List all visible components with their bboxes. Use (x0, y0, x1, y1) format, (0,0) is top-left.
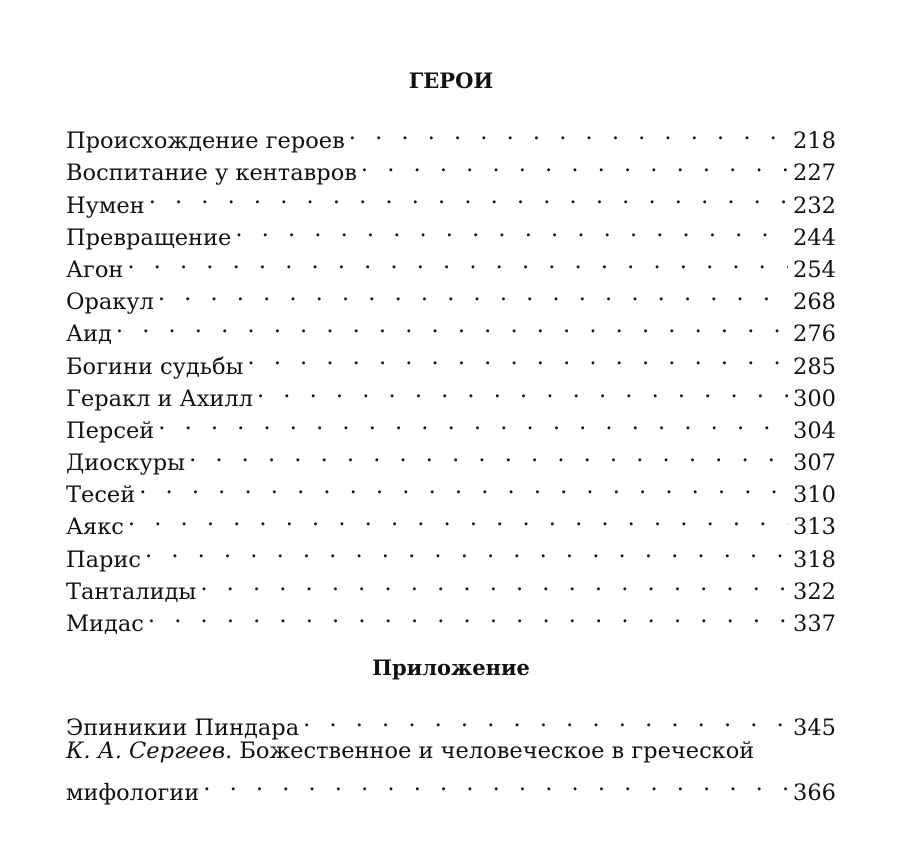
toc-entry-page: 244 (793, 224, 836, 251)
toc-entry-title: Танталиды (66, 578, 197, 605)
dot-leader (247, 341, 788, 373)
toc-entry-essay-line2[interactable] (66, 767, 836, 806)
toc-entry-page: 300 (793, 385, 836, 412)
dot-leader (128, 502, 788, 534)
toc-entry-page: 337 (793, 611, 836, 637)
toc-entry-essay-line1[interactable] (66, 735, 836, 767)
toc-entry-title: Персей (66, 417, 155, 444)
toc-entry[interactable] (66, 470, 836, 509)
toc-entry-title: Парис (66, 546, 142, 573)
dot-leader (158, 277, 788, 309)
dot-leader (145, 534, 788, 566)
toc-entry-title: Нумен (66, 192, 145, 219)
toc-entry-title: Геракл и Ахилл (66, 385, 253, 412)
toc-entry-page: 307 (793, 450, 836, 477)
toc-entry-page: 318 (793, 546, 836, 573)
toc-entry[interactable] (66, 502, 836, 541)
toc-entry-page: 345 (793, 715, 836, 742)
toc-entry-title: Оракул (66, 289, 154, 316)
toc-entry-page: 227 (793, 160, 836, 187)
dot-leader (361, 148, 788, 180)
toc-entry-page: 304 (793, 417, 836, 444)
toc-entry-title: Воспитание у кентавров (66, 160, 357, 187)
toc-entry-page: 276 (793, 321, 836, 348)
toc-entry[interactable] (66, 116, 836, 155)
dot-leader (139, 470, 788, 502)
toc-entry-page: 254 (793, 256, 836, 283)
section-heading-heroes: ГЕРОИ (408, 68, 494, 93)
toc-entry-title: Аид (66, 321, 112, 348)
toc-entry-page: 313 (793, 514, 836, 541)
dot-leader (257, 374, 788, 406)
dot-leader (189, 438, 788, 470)
essay-title-line1: . Божественное и человеческое в греческой (225, 738, 755, 765)
toc-entry[interactable] (66, 703, 836, 742)
toc-entry-page: 285 (793, 353, 836, 380)
toc-list-appendix (66, 703, 836, 806)
toc-entry-title: Агон (66, 256, 124, 283)
toc-entry[interactable] (66, 599, 836, 637)
dot-leader (158, 406, 788, 438)
toc-list-heroes (66, 116, 836, 637)
toc-entry[interactable] (66, 213, 836, 251)
toc-entry-page: 366 (793, 779, 836, 806)
toc-entry-title: Превращение (66, 224, 232, 251)
toc-entry-title: Богини судьбы (66, 353, 244, 380)
dot-leader (200, 567, 788, 599)
toc-entry-page: 232 (793, 192, 836, 219)
toc-entry[interactable] (66, 438, 836, 477)
dot-leader (349, 116, 788, 148)
toc-entry[interactable] (66, 277, 836, 316)
toc-entry[interactable] (66, 180, 836, 219)
toc-entry-title: Диоскуры (66, 450, 186, 477)
toc-entry[interactable] (66, 309, 836, 348)
toc-entry[interactable] (66, 534, 836, 573)
toc-entry-title: Происхождение героев (66, 128, 345, 155)
toc-entry-page: 310 (793, 482, 836, 509)
toc-entry-page: 322 (793, 578, 836, 605)
toc-entry-title: Эпиникии Пиндара (66, 715, 300, 742)
toc-entry-page: 218 (793, 128, 836, 155)
dot-leader (127, 245, 788, 277)
dot-leader (148, 599, 788, 631)
dot-leader (149, 180, 788, 212)
toc-entry[interactable] (66, 341, 836, 380)
essay-author: К. А. Сергеев (66, 738, 226, 765)
essay-title-line2: мифологии (66, 779, 200, 806)
toc-entry-page: 268 (793, 289, 836, 316)
toc-entry-title: Мидас (66, 611, 144, 637)
section-heading-appendix: Приложение (372, 655, 530, 680)
dot-leader (235, 213, 788, 245)
toc-entry[interactable] (66, 406, 836, 444)
dot-leader (303, 703, 788, 735)
toc-entry-title: Тесей (66, 482, 136, 509)
toc-entry[interactable] (66, 245, 836, 283)
dot-leader (116, 309, 788, 341)
toc-entry[interactable] (66, 567, 836, 605)
dot-leader (203, 767, 788, 799)
toc-entry-title: Аякс (66, 514, 124, 541)
